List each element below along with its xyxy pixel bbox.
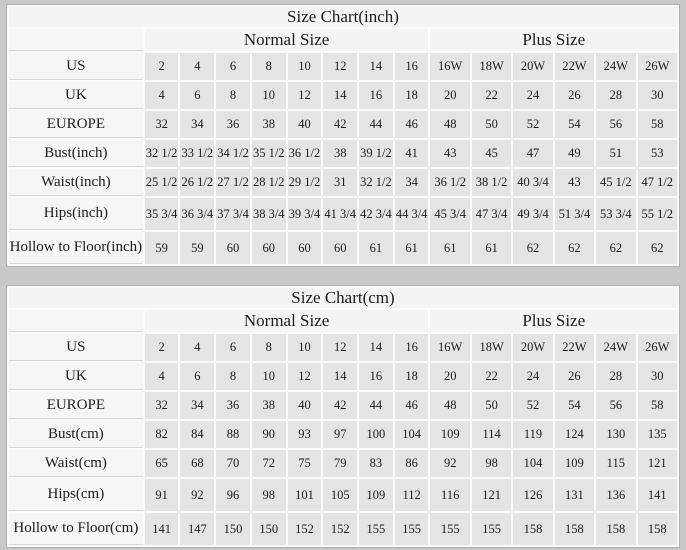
size-cell: 155 [472,513,511,545]
size-cell: 36 [216,111,250,138]
size-chart-cm-table [6,285,680,548]
table-row [9,232,677,264]
size-cell: 24W [596,53,635,80]
size-cell: 101 [288,479,322,511]
size-cell: 62 [555,232,594,264]
size-cell: 91 [145,479,179,511]
size-cell: 49 [555,140,594,167]
size-cell: 41 [395,140,429,167]
size-cell: 58 [638,111,677,138]
size-cell: 61 [359,232,393,264]
size-cell: 88 [216,421,250,448]
table-row [9,450,677,477]
size-cell: 158 [513,513,552,545]
title-row [9,288,677,308]
size-cell: 52 [513,111,552,138]
size-cell: 4 [180,334,214,361]
size-cell: 40 3/4 [513,169,552,196]
chart-title-inch: Size Chart(inch) [9,7,677,27]
size-rows-cm [9,334,677,545]
size-cell: 34 1/2 [216,140,250,167]
corner-cell [9,29,143,51]
size-cell: 48 [430,111,469,138]
size-cell: 136 [596,479,635,511]
size-cell: 26W [638,334,677,361]
size-cell: 43 [555,169,594,196]
size-cell: 158 [596,513,635,545]
size-cell: 14 [323,363,357,390]
size-cell: 116 [430,479,469,511]
size-cell: 24W [596,334,635,361]
size-cell: 119 [513,421,552,448]
table-row [9,363,677,390]
table-row [9,392,677,419]
size-cell: 60 [216,232,250,264]
size-cell: 30 [638,82,677,109]
size-cell: 2 [145,334,179,361]
size-cell: 61 [472,232,511,264]
size-cell: 6 [216,334,250,361]
size-cell: 6 [180,82,214,109]
row-label: EUROPE [9,392,143,419]
table-row [9,169,677,196]
size-cell: 98 [252,479,286,511]
size-cell: 97 [323,421,357,448]
size-cell: 26 [555,363,594,390]
group-header-row [9,310,677,332]
size-cell: 49 3/4 [513,198,552,230]
size-cell: 131 [555,479,594,511]
size-cell: 50 [472,111,511,138]
size-cell: 47 3/4 [472,198,511,230]
size-cell: 18 [395,363,429,390]
size-cell: 8 [252,334,286,361]
size-cell: 24 [513,82,552,109]
size-cell: 44 [359,111,393,138]
table-row [9,479,677,511]
size-cell: 28 [596,82,635,109]
size-cell: 65 [145,450,179,477]
size-cell: 155 [395,513,429,545]
size-cell: 27 1/2 [216,169,250,196]
row-label: Hollow to Floor(cm) [9,513,143,545]
size-cell: 52 [513,392,552,419]
size-cell: 155 [359,513,393,545]
size-cell: 2 [145,53,179,80]
corner-cell [9,310,143,332]
size-cell: 38 [252,111,286,138]
row-label: UK [9,363,143,390]
size-cell: 39 1/2 [359,140,393,167]
size-cell: 59 [145,232,179,264]
size-cell: 109 [359,479,393,511]
size-cell: 41 3/4 [323,198,357,230]
size-cell: 84 [180,421,214,448]
size-cell: 26 [555,82,594,109]
size-cell: 42 [323,392,357,419]
size-cell: 158 [555,513,594,545]
size-cell: 40 [288,111,322,138]
size-cell: 20W [513,53,552,80]
size-cell: 36 1/2 [430,169,469,196]
size-cell: 32 [145,111,179,138]
size-cell: 38 [323,140,357,167]
title-row [9,7,677,27]
size-cell: 130 [596,421,635,448]
size-cell: 114 [472,421,511,448]
size-cell: 36 1/2 [288,140,322,167]
size-cell: 62 [638,232,677,264]
size-cell: 109 [430,421,469,448]
size-cell: 45 1/2 [596,169,635,196]
group-header-plus-size: Plus Size [430,310,677,332]
size-cell: 10 [252,82,286,109]
group-header-normal-size: Normal Size [145,310,429,332]
size-cell: 8 [216,363,250,390]
size-cell: 45 3/4 [430,198,469,230]
size-cell: 20W [513,334,552,361]
row-label: EUROPE [9,111,143,138]
size-cell: 126 [513,479,552,511]
size-cell: 6 [216,53,250,80]
size-cell: 38 3/4 [252,198,286,230]
row-label: Waist(cm) [9,450,143,477]
size-cell: 22 [472,363,511,390]
size-cell: 12 [288,363,322,390]
size-cell: 47 1/2 [638,169,677,196]
size-cell: 46 [395,392,429,419]
row-label: Hips(cm) [9,479,143,511]
size-cell: 135 [638,421,677,448]
size-cell: 56 [596,111,635,138]
size-cell: 75 [288,450,322,477]
size-cell: 98 [472,450,511,477]
size-cell: 60 [323,232,357,264]
size-cell: 34 [180,392,214,419]
size-cell: 16W [430,53,469,80]
row-label: US [9,334,143,361]
size-cell: 54 [555,111,594,138]
size-cell: 24 [513,363,552,390]
size-cell: 44 [359,392,393,419]
size-cell: 82 [145,421,179,448]
size-cell: 50 [472,392,511,419]
size-cell: 155 [430,513,469,545]
table-row [9,421,677,448]
size-cell: 43 [430,140,469,167]
size-cell: 86 [395,450,429,477]
size-cell: 31 [323,169,357,196]
size-cell: 37 3/4 [216,198,250,230]
size-cell: 28 [596,363,635,390]
size-cell: 61 [395,232,429,264]
size-cell: 39 3/4 [288,198,322,230]
size-cell: 35 3/4 [145,198,179,230]
size-cell: 112 [395,479,429,511]
size-cell: 56 [596,392,635,419]
size-cell: 18 [395,82,429,109]
size-cell: 44 3/4 [395,198,429,230]
size-cell: 150 [216,513,250,545]
size-cell: 22W [555,53,594,80]
size-cell: 4 [145,82,179,109]
size-cell: 68 [180,450,214,477]
size-cell: 18W [472,334,511,361]
size-cell: 16W [430,334,469,361]
size-cell: 96 [216,479,250,511]
size-cell: 54 [555,392,594,419]
size-cell: 47 [513,140,552,167]
size-cell: 10 [288,334,322,361]
table-row [9,53,677,80]
size-cell: 14 [359,53,393,80]
size-cell: 4 [145,363,179,390]
size-cell: 55 1/2 [638,198,677,230]
size-cell: 33 1/2 [180,140,214,167]
size-cell: 100 [359,421,393,448]
size-cell: 141 [638,479,677,511]
size-cell: 22 [472,82,511,109]
size-cell: 152 [323,513,357,545]
size-cell: 121 [638,450,677,477]
size-cell: 92 [430,450,469,477]
size-cell: 26 1/2 [180,169,214,196]
size-cell: 62 [513,232,552,264]
size-cell: 72 [252,450,286,477]
size-cell: 38 [252,392,286,419]
size-cell: 61 [430,232,469,264]
size-cell: 32 1/2 [359,169,393,196]
table-row [9,82,677,109]
size-cell: 22W [555,334,594,361]
size-cell: 38 1/2 [472,169,511,196]
size-cell: 16 [359,363,393,390]
size-cell: 6 [180,363,214,390]
size-cell: 92 [180,479,214,511]
size-cell: 35 1/2 [252,140,286,167]
size-cell: 121 [472,479,511,511]
size-cell: 40 [288,392,322,419]
size-cell: 42 [323,111,357,138]
size-cell: 104 [395,421,429,448]
size-cell: 14 [323,82,357,109]
size-cell: 8 [252,53,286,80]
row-label: Hollow to Floor(inch) [9,232,143,264]
size-cell: 109 [555,450,594,477]
size-cell: 25 1/2 [145,169,179,196]
size-cell: 12 [323,53,357,80]
size-cell: 147 [180,513,214,545]
size-cell: 20 [430,82,469,109]
size-cell: 51 3/4 [555,198,594,230]
size-cell: 34 [395,169,429,196]
size-cell: 16 [359,82,393,109]
size-cell: 36 3/4 [180,198,214,230]
size-cell: 58 [638,392,677,419]
size-cell: 18W [472,53,511,80]
size-cell: 32 [145,392,179,419]
size-cell: 14 [359,334,393,361]
row-label: Bust(inch) [9,140,143,167]
size-cell: 42 3/4 [359,198,393,230]
size-cell: 105 [323,479,357,511]
size-cell: 124 [555,421,594,448]
size-cell: 62 [596,232,635,264]
size-cell: 4 [180,53,214,80]
size-cell: 46 [395,111,429,138]
table-row [9,140,677,167]
table-row [9,334,677,361]
row-label: Hips(inch) [9,198,143,230]
size-cell: 36 [216,392,250,419]
size-cell: 10 [252,363,286,390]
size-cell: 10 [288,53,322,80]
size-cell: 53 [638,140,677,167]
table-row [9,111,677,138]
size-cell: 8 [216,82,250,109]
size-cell: 29 1/2 [288,169,322,196]
size-chart-inch-table [6,4,680,267]
chart-title-cm: Size Chart(cm) [9,288,677,308]
size-cell: 152 [288,513,322,545]
size-cell: 16 [395,334,429,361]
size-cell: 16 [395,53,429,80]
size-cell: 60 [288,232,322,264]
size-cell: 30 [638,363,677,390]
size-cell: 28 1/2 [252,169,286,196]
size-cell: 141 [145,513,179,545]
group-header-row [9,29,677,51]
size-rows-inch [9,53,677,264]
size-cell: 158 [638,513,677,545]
size-cell: 90 [252,421,286,448]
size-cell: 70 [216,450,250,477]
size-cell: 20 [430,363,469,390]
size-cell: 150 [252,513,286,545]
size-cell: 104 [513,450,552,477]
size-cell: 51 [596,140,635,167]
size-cell: 59 [180,232,214,264]
size-cell: 34 [180,111,214,138]
size-cell: 48 [430,392,469,419]
group-header-normal-size: Normal Size [145,29,429,51]
table-row [9,198,677,230]
size-cell: 60 [252,232,286,264]
row-label: UK [9,82,143,109]
size-cell: 26W [638,53,677,80]
row-label: Waist(inch) [9,169,143,196]
row-label: US [9,53,143,80]
size-cell: 79 [323,450,357,477]
size-cell: 45 [472,140,511,167]
group-header-plus-size: Plus Size [430,29,677,51]
size-cell: 12 [323,334,357,361]
row-label: Bust(cm) [9,421,143,448]
size-cell: 83 [359,450,393,477]
size-cell: 32 1/2 [145,140,179,167]
size-cell: 12 [288,82,322,109]
size-cell: 53 3/4 [596,198,635,230]
table-row [9,513,677,545]
size-cell: 115 [596,450,635,477]
size-cell: 93 [288,421,322,448]
